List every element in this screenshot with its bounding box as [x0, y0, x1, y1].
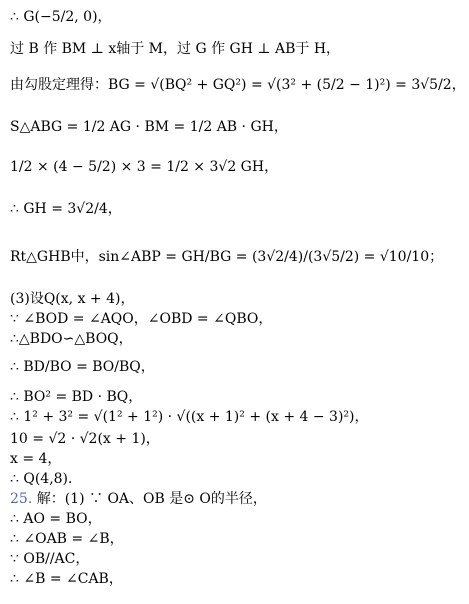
line-1: ∴ G(−5/2, 0)， [10, 9, 112, 25]
line-18: ∴ AO = BO， [10, 511, 102, 527]
question-number: 25. [10, 491, 33, 507]
line-17-text: 解：(1) ∵ OA、OB 是⊙ O的半径， [32, 491, 267, 507]
line-17 [10, 490, 267, 508]
line-13: ∴ 1² + 3² = √(1² + 1²) · √((x + 1)² + (x + 4 − 3)²)， [10, 409, 369, 425]
line-11: ∴ BD/BO = BO/BQ， [10, 359, 155, 375]
line-10: ∴△BDO∽△BOQ， [10, 331, 133, 347]
line-14: 10 = √2 · √2(x + 1)， [10, 431, 160, 447]
line-20: ∵ OB//AC， [10, 551, 90, 567]
line-4: S△ABG = 1/2 AG · BM = 1/2 AB · GH， [10, 119, 288, 135]
line-15: x = 4， [10, 451, 62, 467]
line-3: 由勾股定理得：BG = √(BQ² + GQ²) = √(3² + (5/2 − 1)²) = 3√5/2， [10, 77, 466, 93]
line-6: ∴ GH = 3√2/4， [10, 201, 122, 217]
line-7: Rt△GHB中，sin∠ABP = GH/BG = (3√2/4)/(3√5/2) = √10/10； [10, 249, 444, 265]
line-12: ∴ BO² = BD · BQ， [10, 389, 143, 405]
line-21: ∴ ∠B = ∠CAB， [10, 571, 123, 587]
line-2: 过 B 作 BM ⊥ x轴于 M，过 G 作 GH ⊥ AB于 H， [10, 41, 341, 57]
line-8: (3)设Q(x, x + 4)， [10, 291, 135, 307]
line-19: ∴ ∠OAB = ∠B， [10, 531, 124, 547]
line-16: ∴ Q(4,8)． [10, 471, 83, 487]
line-9: ∵ ∠BOD = ∠AQO，∠OBD = ∠QBO， [10, 311, 273, 327]
line-5: 1/2 × (4 − 5/2) × 3 = 1/2 × 3√2 GH， [10, 159, 279, 175]
